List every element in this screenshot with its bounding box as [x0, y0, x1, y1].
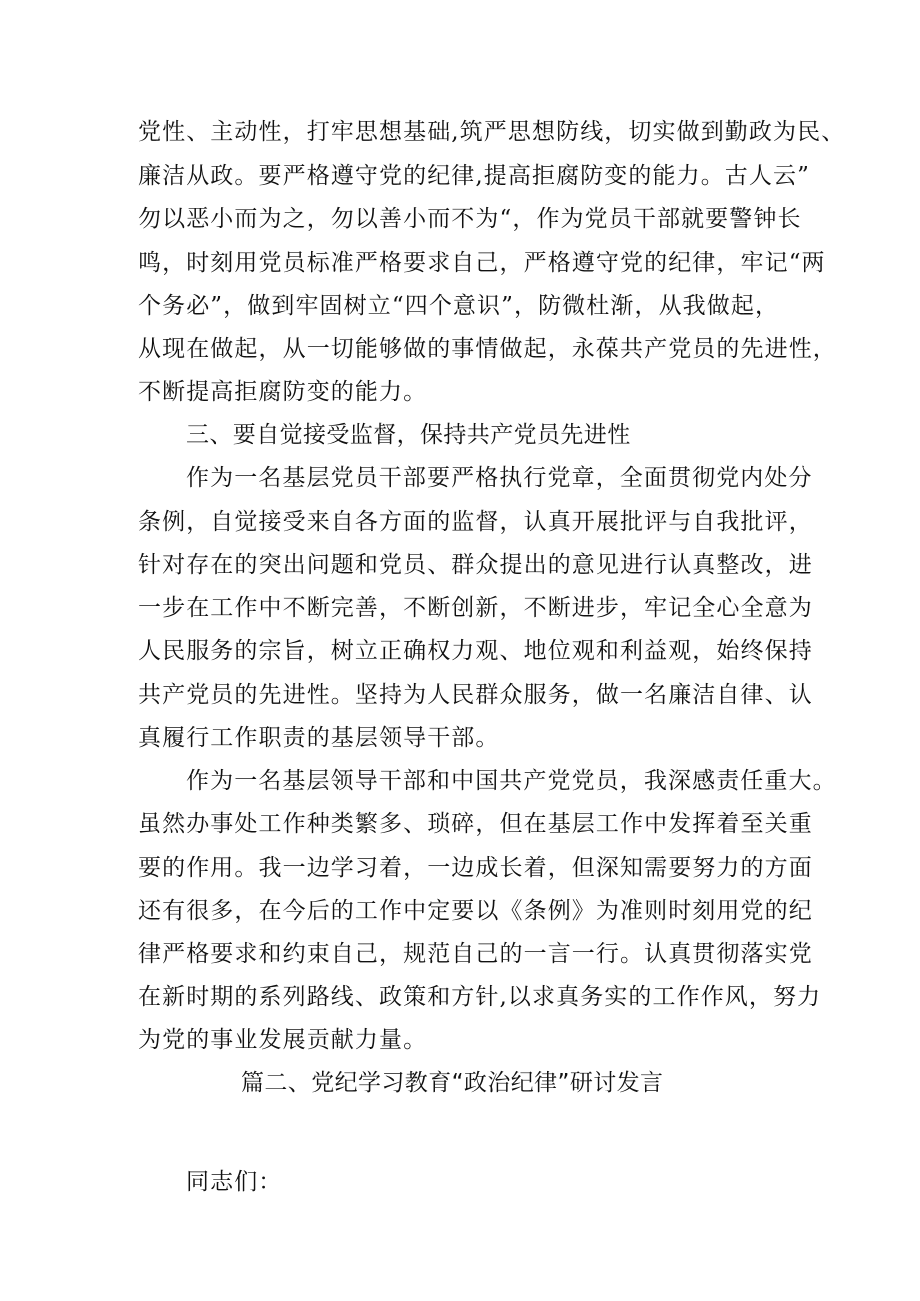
text-line: 作为一名基层领导干部和中国共产党党员，我深感责任重大。: [186, 768, 837, 794]
text-line: 不断提高拒腐防变的能力。: [138, 379, 428, 405]
text-line: 针对存在的突出问题和党员、群众提出的意见进行认真整改，进: [138, 552, 813, 578]
text-line: 还有很多，在今后的工作中定要以《条例》为准则时刻用党的纪: [138, 898, 813, 924]
text-line: 个务必”，做到牢固树立“四个意识”，防微杜渐，从我做起，: [138, 293, 780, 319]
article-title: 篇二、党纪学习教育“政治纪律”研讨发言: [241, 1070, 664, 1096]
text-line: 在新时期的系列路线、政策和方针,以求真务实的工作作风，努力: [138, 984, 822, 1010]
text-line: 廉洁从政。要严格遵守党的纪律,提高拒腐防变的能力。古人云”: [138, 163, 810, 189]
text-line: 真履行工作职责的基层领导干部。: [138, 725, 500, 751]
text-line: 为党的事业发展贡献力量。: [138, 1027, 428, 1053]
salutation: 同志们：: [186, 1169, 283, 1195]
text-line: 勿以恶小而为之，勿以善小而不为“，作为党员干部就要警钟长: [138, 206, 802, 232]
text-line: 共产党员的先进性。坚持为人民群众服务，做一名廉洁自律、认: [138, 682, 813, 708]
text-line: 作为一名基层党员干部要严格执行党章，全面贯彻党内处分: [186, 465, 813, 491]
text-line: 人民服务的宗旨，树立正确权力观、地位观和利益观，始终保持: [138, 638, 813, 664]
section-heading: 三、要自觉接受监督，保持共产党员先进性: [186, 422, 631, 448]
text-line: 一步在工作中不断完善，不断创新，不断进步，牢记全心全意为: [138, 595, 813, 621]
text-line: 律严格要求和约束自己，规范自己的一言一行。认真贯彻落实党: [138, 941, 813, 967]
text-line: 党性、主动性，打牢思想基础,筑严思想防线，切实做到勤政为民、: [138, 119, 846, 145]
text-line: 条例，自觉接受来自各方面的监督，认真开展批评与自我批评，: [138, 509, 813, 535]
text-line: 从现在做起，从一切能够做的事情做起，永葆共产党员的先进性，: [138, 336, 837, 362]
text-line: 虽然办事处工作种类繁多、琐碎，但在基层工作中发挥着至关重: [138, 811, 813, 837]
text-line: 要的作用。我一边学习着，一边成长着，但深知需要努力的方面: [138, 855, 813, 881]
text-line: 鸣，时刻用党员标准严格要求自己，严格遵守党的纪律，牢记“两: [138, 250, 826, 276]
